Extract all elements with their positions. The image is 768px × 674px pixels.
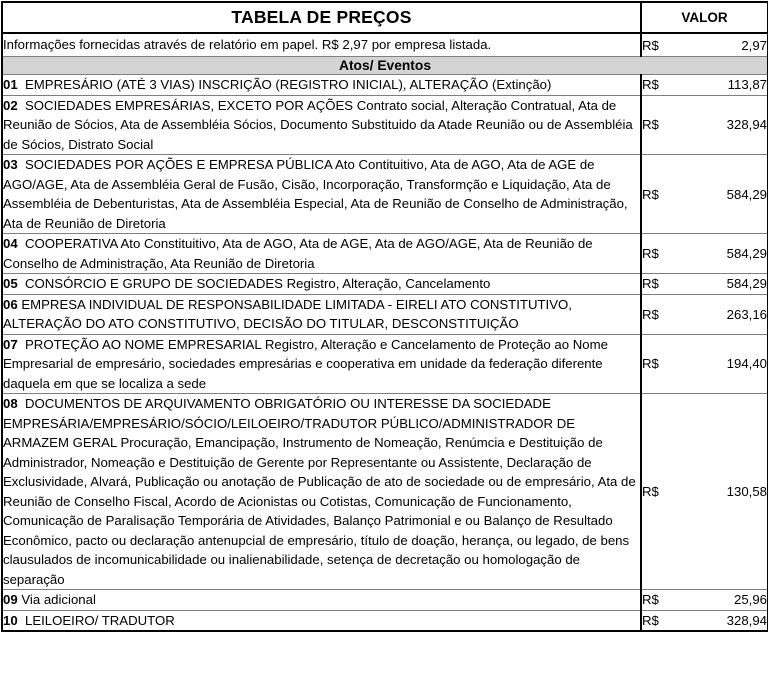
info-currency: R$	[641, 33, 683, 57]
row-number: 03	[3, 157, 18, 172]
document-page	[0, 1, 768, 674]
row-text: DOCUMENTOS DE ARQUIVAMENTO OBRIGATÓRIO OU INTERESSE DA SOCIEDADE EMPRESÁRIA/EMPRESÁRIO/SÓCIO/LEILOEIRO/TRADUTOR PÚBLICO/ADMINISTRADOR DE ARMAZEM GERAL Procuração, Emancipação, Instrumento de Nomeação, Renúmcia e Destituição de Administrador, Nomeação e Destituição de Gerente por Representante ou Assistente, Declaração de Exclusividade, Alvará, Publicação ou anotação de Publicação de ato de sociedade ou de empresário, Ata de Reunião de Conselho Fiscal, Acordo de Acionistas ou Cotistas, Comunicação de Funcionamento, Comunicação de Paralisação Temporária de Atividades, Balanço Patrimonial e ou Balanço de Resultado Econômico, pacto ou declaração antenupcial de empresário, título de doação, herança, ou legado, de bens clausulados de incomunicabilidade ou inalienabilidade, setença de decretação ou homologação de separação	[3, 396, 636, 587]
row-currency: R$	[641, 334, 683, 394]
page-title: TABELA DE PREÇOS	[2, 2, 641, 33]
row-value: 584,29	[683, 274, 768, 295]
row-description	[2, 590, 641, 611]
row-description	[2, 394, 641, 590]
row-number: 01	[3, 77, 18, 92]
info-value: 2,97	[683, 33, 768, 57]
row-text: CONSÓRCIO E GRUPO DE SOCIEDADES Registro, Alteração, Cancelamento	[25, 276, 491, 291]
row-text: COOPERATIVA Ato Constituitivo, Ata de AGO, Ata de AGE, Ata de AGO/AGE, Ata de Reunião de Conselho de Administração, Ata Reunião de Diretoria	[3, 236, 593, 271]
row-value: 130,58	[683, 394, 768, 590]
table-row	[2, 294, 768, 334]
row-description	[2, 155, 641, 234]
row-currency: R$	[641, 234, 683, 274]
row-number: 05	[3, 276, 18, 291]
row-value: 328,94	[683, 95, 768, 155]
row-description	[2, 274, 641, 295]
row-text: EMPRESÁRIO (ATÉ 3 VIAS) INSCRIÇÃO (REGISTRO INICIAL), ALTERAÇÃO (Extinção)	[25, 77, 552, 92]
table-row-info	[2, 33, 768, 57]
info-description: Informações fornecidas através de relatório em papel. R$ 2,97 por empresa listada.	[2, 33, 641, 57]
section-band-label: Atos/ Eventos	[2, 57, 768, 75]
row-number: 10	[3, 612, 18, 628]
row-currency: R$	[641, 155, 683, 234]
section-band-row	[2, 57, 768, 75]
row-text: SOCIEDADES POR AÇÕES E EMPRESA PÚBLICA Ato Contituitivo, Ata de AGO, Ata de AGE de AGO/AGE, Ata de Assembléia Geral de Fusão, Cisão, Incorporação, Transformção e Liquidação, Ata de Assembléia de Debenturistas, Ata de Assembléia Especial, Ata de Reunião de Conselho de Administração, Ata de Reunião de Diretoria	[3, 157, 628, 231]
row-description	[2, 334, 641, 394]
row-description	[2, 610, 641, 631]
row-description	[2, 75, 641, 96]
row-value: 25,96	[683, 590, 768, 611]
row-description	[2, 95, 641, 155]
table-row	[2, 610, 768, 631]
table-row	[2, 75, 768, 96]
row-text: PROTEÇÃO AO NOME EMPRESARIAL Registro, Alteração e Cancelamento de Proteção ao Nome Empresarial de empresário, sociedades empresárias e cooperativa em unidade da federação diferente daquela em que se localiza a sede	[3, 336, 608, 391]
row-value: 584,29	[683, 155, 768, 234]
row-currency: R$	[641, 610, 683, 631]
value-column-header: VALOR	[641, 2, 768, 33]
row-value: 263,16	[683, 294, 768, 334]
row-text: LEILOEIRO/ TRADUTOR	[25, 612, 175, 628]
table-row	[2, 274, 768, 295]
table-row	[2, 394, 768, 590]
table-row	[2, 95, 768, 155]
price-table-body	[2, 2, 768, 631]
row-currency: R$	[641, 95, 683, 155]
row-value: 113,87	[683, 75, 768, 96]
table-row	[2, 334, 768, 394]
price-table	[1, 1, 768, 632]
row-currency: R$	[641, 394, 683, 590]
row-description	[2, 294, 641, 334]
row-text: Via adicional	[21, 592, 96, 607]
row-value: 328,94	[683, 610, 768, 631]
table-row	[2, 234, 768, 274]
row-text: EMPRESA INDIVIDUAL DE RESPONSABILIDADE LIMITADA - EIRELI ATO CONSTITUTIVO, ALTERAÇÃO DO ATO CONSTITUTIVO, DECISÃO DO TITULAR, DESCONSTITUIÇÃO	[3, 296, 572, 331]
row-number: 02	[3, 97, 18, 113]
row-number: 06	[3, 296, 18, 312]
row-number: 07	[3, 336, 18, 352]
table-row	[2, 590, 768, 611]
row-description	[2, 234, 641, 274]
row-number: 09	[3, 592, 18, 607]
row-number: 04	[3, 236, 18, 251]
row-currency: R$	[641, 590, 683, 611]
row-value: 584,29	[683, 234, 768, 274]
row-value: 194,40	[683, 334, 768, 394]
row-currency: R$	[641, 75, 683, 96]
row-currency: R$	[641, 274, 683, 295]
row-text: SOCIEDADES EMPRESÁRIAS, EXCETO POR AÇÕES Contrato social, Alteração Contratual, Ata de Reunião de Sócios, Ata de Assembléia Sócios, Documento Substituido da Atade Reunião ou de Assembléia de Sócios, Distrato Social	[3, 97, 633, 152]
row-number: 08	[3, 396, 18, 411]
table-row	[2, 155, 768, 234]
row-currency: R$	[641, 294, 683, 334]
table-header-row	[2, 2, 768, 33]
